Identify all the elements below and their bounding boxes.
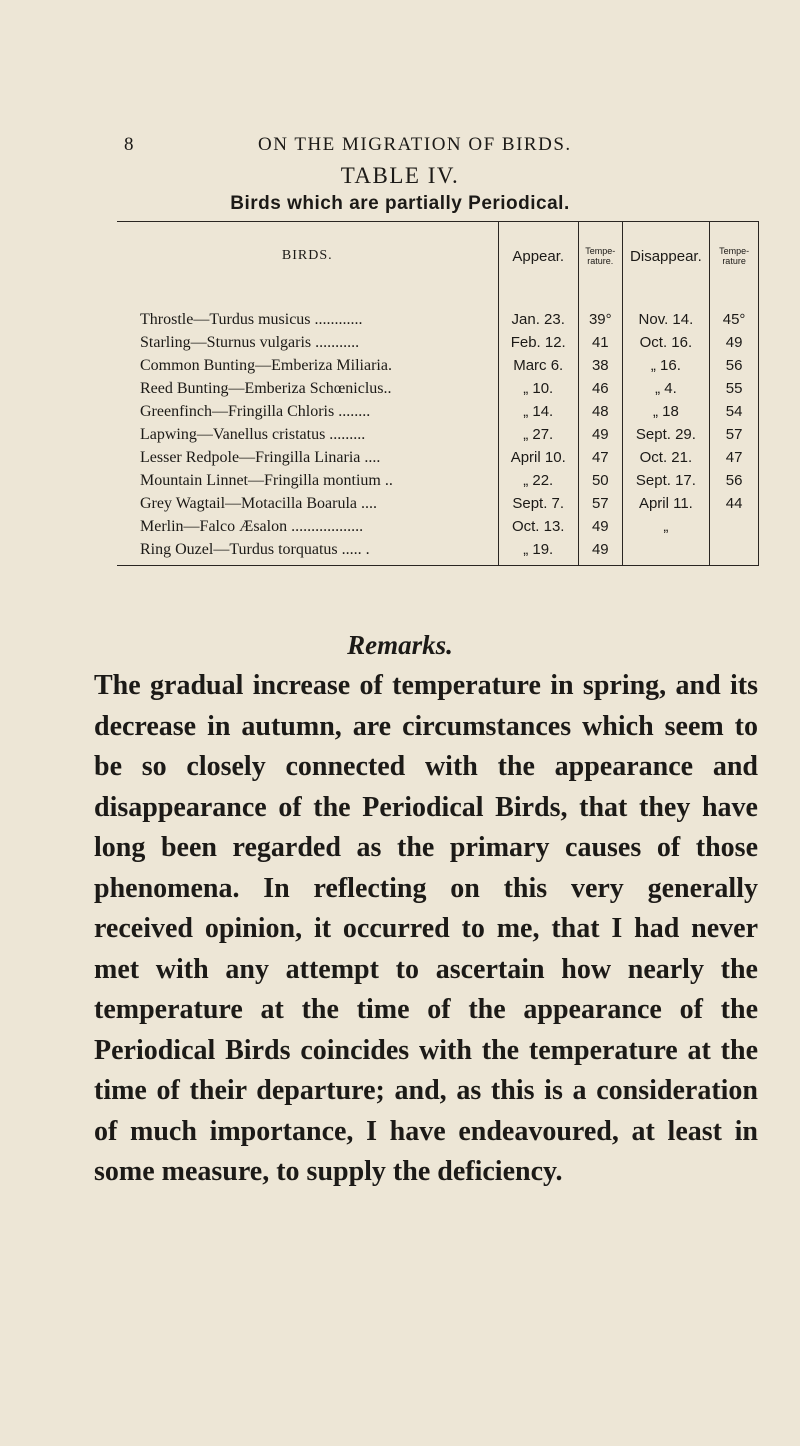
appear-temperature-cell: 41	[578, 331, 622, 354]
bird-name-cell: Grey Wagtail—Motacilla Boarula ....	[140, 494, 378, 512]
bird-name-cell: Throstle—Turdus musicus ............	[140, 310, 363, 328]
appear-date-cell: „ 14.	[498, 400, 578, 423]
disappear-date-cell: April 11.	[622, 492, 710, 515]
running-title: ON THE MIGRATION OF BIRDS.	[258, 134, 572, 155]
bird-name-cell: Lesser Redpole—Fringilla Linaria ....	[140, 448, 381, 466]
appear-date-cell: „ 22.	[498, 469, 578, 492]
disappear-temperature-cell: 44	[710, 492, 759, 515]
appear-temperature-cell: 49	[578, 423, 622, 446]
table-row	[117, 469, 759, 492]
disappear-date-cell: Nov. 14.	[622, 290, 710, 331]
disappear-temperature-cell: 47	[710, 446, 759, 469]
disappear-date-cell: „ 4.	[622, 377, 710, 400]
table-body	[117, 290, 759, 566]
disappear-date-cell: „ 16.	[622, 354, 710, 377]
table-row	[117, 290, 759, 331]
disappear-temperature-cell: 57	[710, 423, 759, 446]
column-header-birds: BIRDS.	[117, 222, 498, 291]
disappear-date-cell: Oct. 16.	[622, 331, 710, 354]
appear-date-cell: „ 10.	[498, 377, 578, 400]
bird-name-cell: Starling—Sturnus vulgaris ...........	[140, 333, 360, 351]
disappear-temperature-cell: 45°	[710, 290, 759, 331]
remarks-paragraph: The gradual increase of temperature in spring, and its decrease in autumn, are circumstances which seem to be so closely connected with the appearance and disappearance of the Periodical Birds, that they have long been regarded as the primary causes of those phenomena. In reflecting on this very generally received opinion, it occurred to me, that I had never met with any attempt to ascertain how nearly the temperature at the time of the appearance of the Periodical Birds coincides with the temperature at the time of their departure; and, as this is a consideration of much importance, I have endeavoured, at least in some measure, to supply the deficiency.	[94, 670, 758, 1187]
appear-date-cell: Marc 6.	[498, 354, 578, 377]
appear-date-cell: „ 19.	[498, 538, 578, 566]
column-header-disappear: Disappear.	[622, 222, 710, 291]
appear-temperature-cell: 49	[578, 538, 622, 566]
appear-date-cell: Jan. 23.	[498, 290, 578, 331]
disappear-date-cell: Oct. 21.	[622, 446, 710, 469]
disappear-temperature-cell: 49	[710, 331, 759, 354]
bird-name-cell: Lapwing—Vanellus cristatus .........	[140, 425, 366, 443]
disappear-date-cell: Sept. 29.	[622, 423, 710, 446]
disappear-temperature-cell: 56	[710, 354, 759, 377]
table-row	[117, 331, 759, 354]
appear-temperature-cell: 39°	[578, 290, 622, 331]
bird-name-cell: Greenfinch—Fringilla Chloris ........	[140, 402, 371, 420]
bird-name-cell: Common Bunting—Emberiza Miliaria.	[140, 356, 392, 374]
disappear-temperature-cell: 54	[710, 400, 759, 423]
appear-date-cell: Oct. 13.	[498, 515, 578, 538]
appear-temperature-cell: 49	[578, 515, 622, 538]
disappear-date-cell: „ 18	[622, 400, 710, 423]
table-row	[117, 400, 759, 423]
disappear-temperature-cell: 56	[710, 469, 759, 492]
disappear-temperature-cell	[710, 538, 759, 566]
appear-date-cell: Sept. 7.	[498, 492, 578, 515]
disappear-date-cell: Sept. 17.	[622, 469, 710, 492]
appear-date-cell: Feb. 12.	[498, 331, 578, 354]
appear-temperature-cell: 47	[578, 446, 622, 469]
appear-temperature-cell: 50	[578, 469, 622, 492]
appear-temperature-cell: 38	[578, 354, 622, 377]
disappear-temperature-cell	[710, 515, 759, 538]
table-label: TABLE IV.	[340, 163, 460, 188]
disappear-date-cell	[622, 538, 710, 566]
table-row	[117, 423, 759, 446]
appear-temperature-cell: 48	[578, 400, 622, 423]
table-row	[117, 538, 759, 566]
appear-temperature-cell: 57	[578, 492, 622, 515]
bird-name-cell: Reed Bunting—Emberiza Schœniclus..	[140, 379, 392, 397]
table-row	[117, 492, 759, 515]
column-header-temperature-appear: Tempe-rature.	[578, 222, 622, 291]
bird-name-cell: Ring Ouzel—Turdus torquatus ..... .	[117, 538, 498, 566]
table-row	[117, 354, 759, 377]
bird-name-cell: Mountain Linnet—Fringilla montium ..	[140, 471, 393, 489]
table-row	[117, 515, 759, 538]
appear-date-cell: „ 27.	[498, 423, 578, 446]
page-number: 8	[124, 134, 135, 155]
table-header-row	[117, 222, 759, 291]
appear-temperature-cell: 46	[578, 377, 622, 400]
birds-table	[117, 221, 759, 566]
table-row	[117, 377, 759, 400]
disappear-temperature-cell: 55	[710, 377, 759, 400]
column-header-appear: Appear.	[498, 222, 578, 291]
remarks-heading: Remarks.	[347, 630, 453, 660]
disappear-date-cell: „	[622, 515, 710, 538]
column-header-temperature-disappear: Tempe-rature	[710, 222, 759, 291]
table-caption: Birds which are partially Periodical.	[230, 193, 570, 214]
table-row	[117, 446, 759, 469]
bird-name-cell: Merlin—Falco Æsalon ..................	[140, 517, 364, 535]
appear-date-cell: April 10.	[498, 446, 578, 469]
